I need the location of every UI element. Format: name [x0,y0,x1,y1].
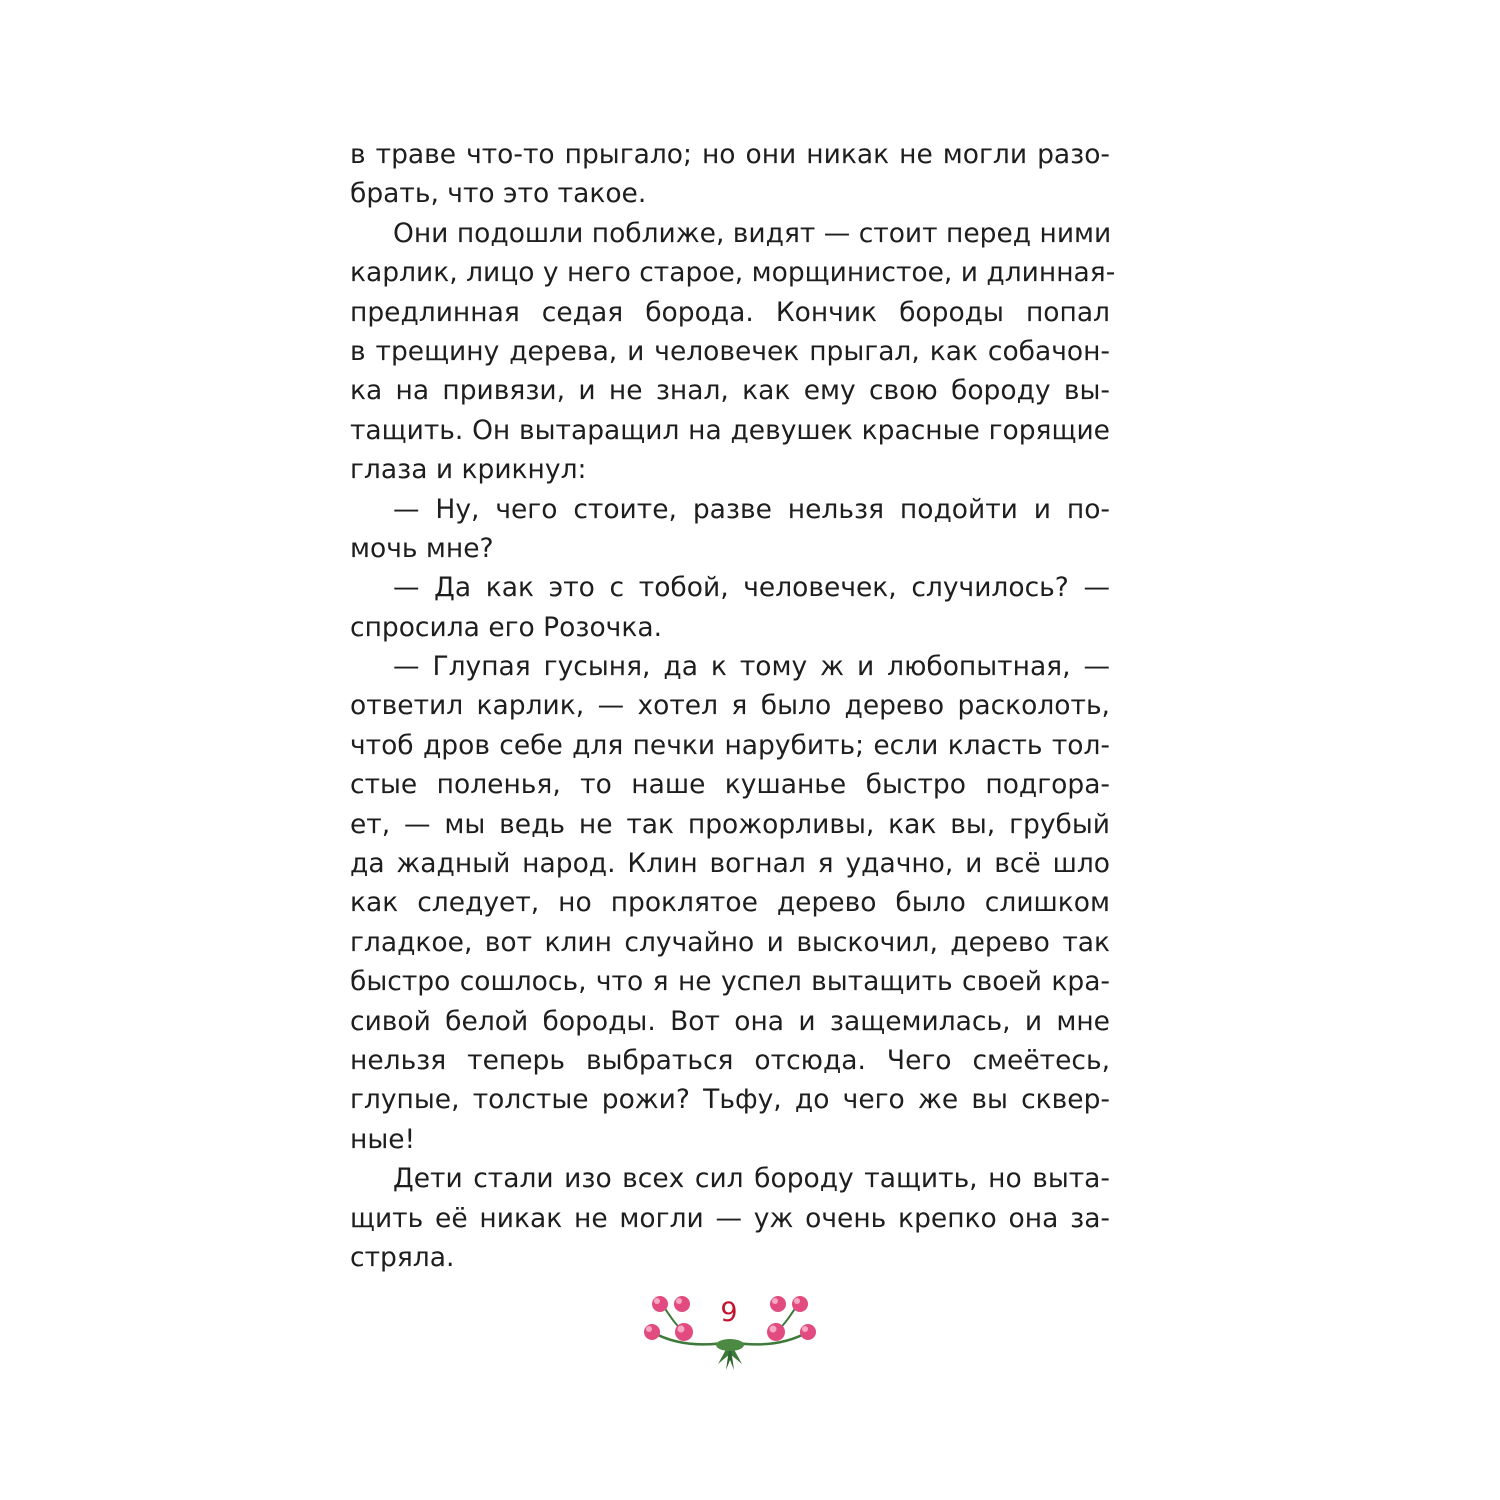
text-line: тащить. Он вытаращил на девушек красные горящие [350,414,1110,446]
text-line: — Глупая гусыня, да к тому ж и любопытная, — [393,651,1110,683]
text-line: чтоб дров себе для печки нарубить; если класть тол- [350,729,1110,761]
text-line: как следует, но проклятое дерево было слишком [350,887,1110,919]
text-line: в трещину дерева, и человечек прыгал, как собачон- [350,335,1110,367]
text-line: нельзя теперь выбраться отсюда. Чего смеётесь, [350,1044,1110,1076]
text-line: карлик, лицо у него старое, морщинистое, и длинная- [350,257,1116,289]
text-line: Они подошли поближе, видят — стоит перед ними [393,217,1112,249]
page-body-text [350,135,1116,1277]
text-line: глупые, толстые рожи? Тьфу, до чего же вы сквер- [350,1084,1110,1116]
text-line: сивой белой бороды. Вот она и защемилась, и мне [350,1005,1110,1037]
text-line: спросила его Розочка. [350,611,663,643]
page-number: 9 [720,1297,738,1328]
text-line: ет, — мы ведь не так прожорливы, как вы, грубый [350,808,1110,840]
text-line: стые поленья, то наше кушанье быстро подгора- [350,769,1110,801]
text-line: гладкое, вот клин случайно и выскочил, дерево так [350,926,1110,958]
text-line: в траве что-то прыгало; но они никак не могли разо- [350,139,1110,170]
text-line: быстро сошлось, что я не успел вытащить своей кра- [350,966,1110,998]
text-line: глаза и крикнул: [350,454,587,486]
text-line: брать, что это такое. [350,178,647,210]
text-line: — Ну, чего стоите, разве нельзя подойти и по- [393,493,1110,525]
text-line: ка на привязи, и не знал, как ему свою бороду вы- [350,375,1110,407]
text-line: Дети стали изо всех сил бороду тащить, но выта- [393,1163,1110,1195]
text-line: — Да как это с тобой, человечек, случилось? — [393,572,1110,604]
text-line: стряла. [350,1241,455,1273]
text-line: предлинная седая борода. Кончик бороды попал [350,296,1110,328]
text-line: да жадный народ. Клин вогнал я удачно, и всё шло [350,848,1110,880]
text-line: щить её никак не могли — уж очень крепко она за- [350,1202,1110,1234]
text-line: ные! [350,1123,416,1155]
text-line: мочь мне? [350,532,494,564]
text-line: ответил карлик, — хотел я было дерево расколоть, [350,690,1110,722]
